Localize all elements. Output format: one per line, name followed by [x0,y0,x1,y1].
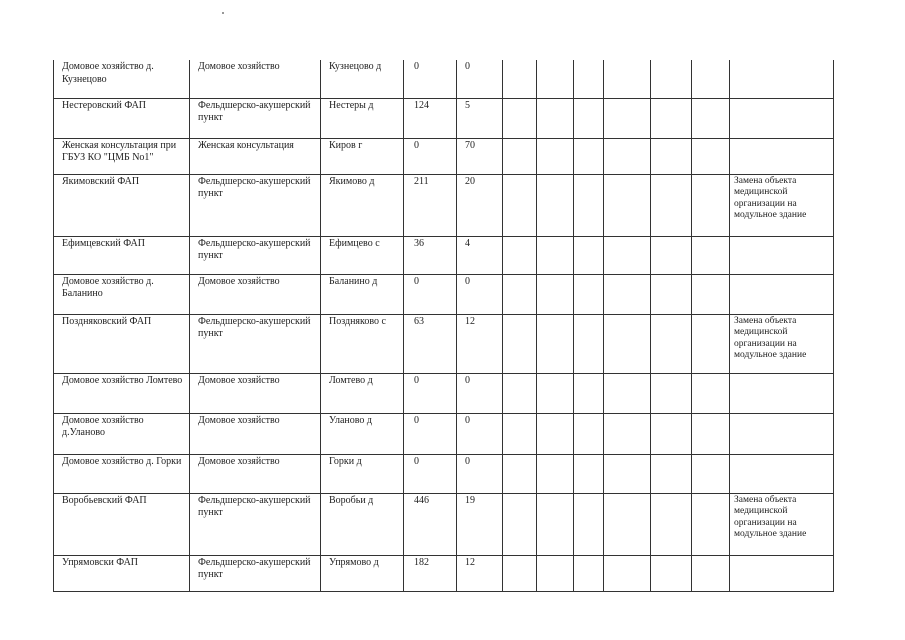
empty-cell [503,454,537,493]
settlement-cell: Воробьи д [321,493,404,555]
empty-cell [574,98,604,138]
empty-cell [574,60,604,98]
empty-cell [651,60,692,98]
note-cell [730,555,834,591]
count-cell: 12 [457,314,503,373]
empty-cell [692,373,730,413]
empty-cell [692,138,730,174]
empty-cell [692,555,730,591]
empty-cell [537,314,574,373]
empty-cell [604,493,651,555]
facility-name-cell: Нестеровский ФАП [54,98,190,138]
empty-cell [537,174,574,236]
facility-type-cell: Фельдшерско-акушерский пункт [190,314,321,373]
facility-name-cell: Ефимцевский ФАП [54,236,190,274]
empty-cell [651,274,692,314]
empty-cell [651,373,692,413]
scan-speck [222,12,224,14]
empty-cell [537,60,574,98]
note-cell [730,60,834,98]
facility-name-cell: Воробьевский ФАП [54,493,190,555]
empty-cell [574,314,604,373]
empty-cell [692,314,730,373]
empty-cell [574,236,604,274]
settlement-cell: Поздняково с [321,314,404,373]
note-cell: Замена объекта медицинской организации на модульное здание [730,314,834,373]
count-cell: 20 [457,174,503,236]
empty-cell [503,98,537,138]
empty-cell [574,493,604,555]
empty-cell [692,493,730,555]
empty-cell [604,314,651,373]
empty-cell [503,314,537,373]
facility-type-cell: Домовое хозяйство [190,413,321,454]
empty-cell [574,274,604,314]
table-body [54,60,834,591]
table-row [54,413,834,454]
count-cell: 5 [457,98,503,138]
empty-cell [574,373,604,413]
empty-cell [574,454,604,493]
facility-name-cell: Поздняковский ФАП [54,314,190,373]
population-cell: 0 [404,373,457,413]
note-cell [730,138,834,174]
facility-type-cell: Домовое хозяйство [190,60,321,98]
empty-cell [651,314,692,373]
facility-name-cell: Упрямовски ФАП [54,555,190,591]
empty-cell [651,493,692,555]
empty-cell [604,174,651,236]
empty-cell [537,555,574,591]
table-row [54,98,834,138]
facility-type-cell: Домовое хозяйство [190,454,321,493]
empty-cell [574,174,604,236]
population-cell: 0 [404,60,457,98]
population-cell: 0 [404,138,457,174]
empty-cell [503,555,537,591]
facility-table [53,60,834,592]
empty-cell [574,555,604,591]
population-cell: 211 [404,174,457,236]
empty-cell [604,274,651,314]
empty-cell [503,174,537,236]
empty-cell [537,98,574,138]
empty-cell [503,373,537,413]
empty-cell [651,413,692,454]
empty-cell [503,236,537,274]
settlement-cell: Нестеры д [321,98,404,138]
empty-cell [651,555,692,591]
settlement-cell: Баланино д [321,274,404,314]
empty-cell [651,174,692,236]
count-cell: 0 [457,60,503,98]
facility-name-cell: Домовое хозяйство Ломтево [54,373,190,413]
empty-cell [503,138,537,174]
empty-cell [651,138,692,174]
note-cell [730,236,834,274]
empty-cell [604,138,651,174]
note-cell [730,413,834,454]
empty-cell [604,454,651,493]
settlement-cell: Киров г [321,138,404,174]
empty-cell [651,454,692,493]
empty-cell [503,493,537,555]
empty-cell [537,373,574,413]
empty-cell [651,98,692,138]
population-cell: 63 [404,314,457,373]
empty-cell [574,138,604,174]
settlement-cell: Упрямово д [321,555,404,591]
note-cell [730,98,834,138]
facility-type-cell: Домовое хозяйство [190,373,321,413]
empty-cell [692,174,730,236]
settlement-cell: Ломтево д [321,373,404,413]
note-cell: Замена объекта медицинской организации на модульное здание [730,493,834,555]
population-cell: 182 [404,555,457,591]
facility-name-cell: Женская консультация при ГБУЗ КО "ЦМБ No1" [54,138,190,174]
population-cell: 0 [404,454,457,493]
facility-name-cell: Домовое хозяйство д. Горки [54,454,190,493]
count-cell: 4 [457,236,503,274]
count-cell: 0 [457,413,503,454]
empty-cell [537,493,574,555]
settlement-cell: Кузнецово д [321,60,404,98]
empty-cell [692,236,730,274]
population-cell: 124 [404,98,457,138]
empty-cell [537,413,574,454]
table-row [54,454,834,493]
population-cell: 0 [404,274,457,314]
empty-cell [537,274,574,314]
table-row [54,60,834,98]
note-cell [730,373,834,413]
facility-name-cell: Якимовский ФАП [54,174,190,236]
facility-type-cell: Женская консультация [190,138,321,174]
empty-cell [604,98,651,138]
table-row [54,138,834,174]
empty-cell [692,454,730,493]
facility-type-cell: Фельдшерско-акушерский пункт [190,174,321,236]
settlement-cell: Уланово д [321,413,404,454]
table-row [54,274,834,314]
facility-name-cell: Домовое хозяйство д. Баланино [54,274,190,314]
settlement-cell: Горки д [321,454,404,493]
count-cell: 70 [457,138,503,174]
empty-cell [651,236,692,274]
facility-name-cell: Домовое хозяйство д. Кузнецово [54,60,190,98]
note-cell [730,454,834,493]
empty-cell [503,274,537,314]
facility-name-cell: Домовое хозяйство д.Уланово [54,413,190,454]
count-cell: 12 [457,555,503,591]
note-cell: Замена объекта медицинской организации на модульное здание [730,174,834,236]
empty-cell [604,555,651,591]
table-row [54,373,834,413]
empty-cell [503,60,537,98]
table-row [54,174,834,236]
empty-cell [692,413,730,454]
table-row [54,555,834,591]
empty-cell [503,413,537,454]
population-cell: 0 [404,413,457,454]
empty-cell [604,373,651,413]
count-cell: 0 [457,274,503,314]
table-row [54,493,834,555]
facility-type-cell: Фельдшерско-акушерский пункт [190,236,321,274]
count-cell: 0 [457,373,503,413]
empty-cell [574,413,604,454]
empty-cell [604,413,651,454]
empty-cell [692,60,730,98]
facility-type-cell: Фельдшерско-акушерский пункт [190,98,321,138]
table-row [54,236,834,274]
note-cell [730,274,834,314]
empty-cell [537,454,574,493]
table-row [54,314,834,373]
settlement-cell: Якимово д [321,174,404,236]
empty-cell [604,236,651,274]
empty-cell [537,138,574,174]
facility-type-cell: Домовое хозяйство [190,274,321,314]
count-cell: 0 [457,454,503,493]
empty-cell [537,236,574,274]
population-cell: 36 [404,236,457,274]
empty-cell [692,274,730,314]
population-cell: 446 [404,493,457,555]
facility-type-cell: Фельдшерско-акушерский пункт [190,555,321,591]
count-cell: 19 [457,493,503,555]
empty-cell [604,60,651,98]
settlement-cell: Ефимцево с [321,236,404,274]
empty-cell [692,98,730,138]
facility-type-cell: Фельдшерско-акушерский пункт [190,493,321,555]
